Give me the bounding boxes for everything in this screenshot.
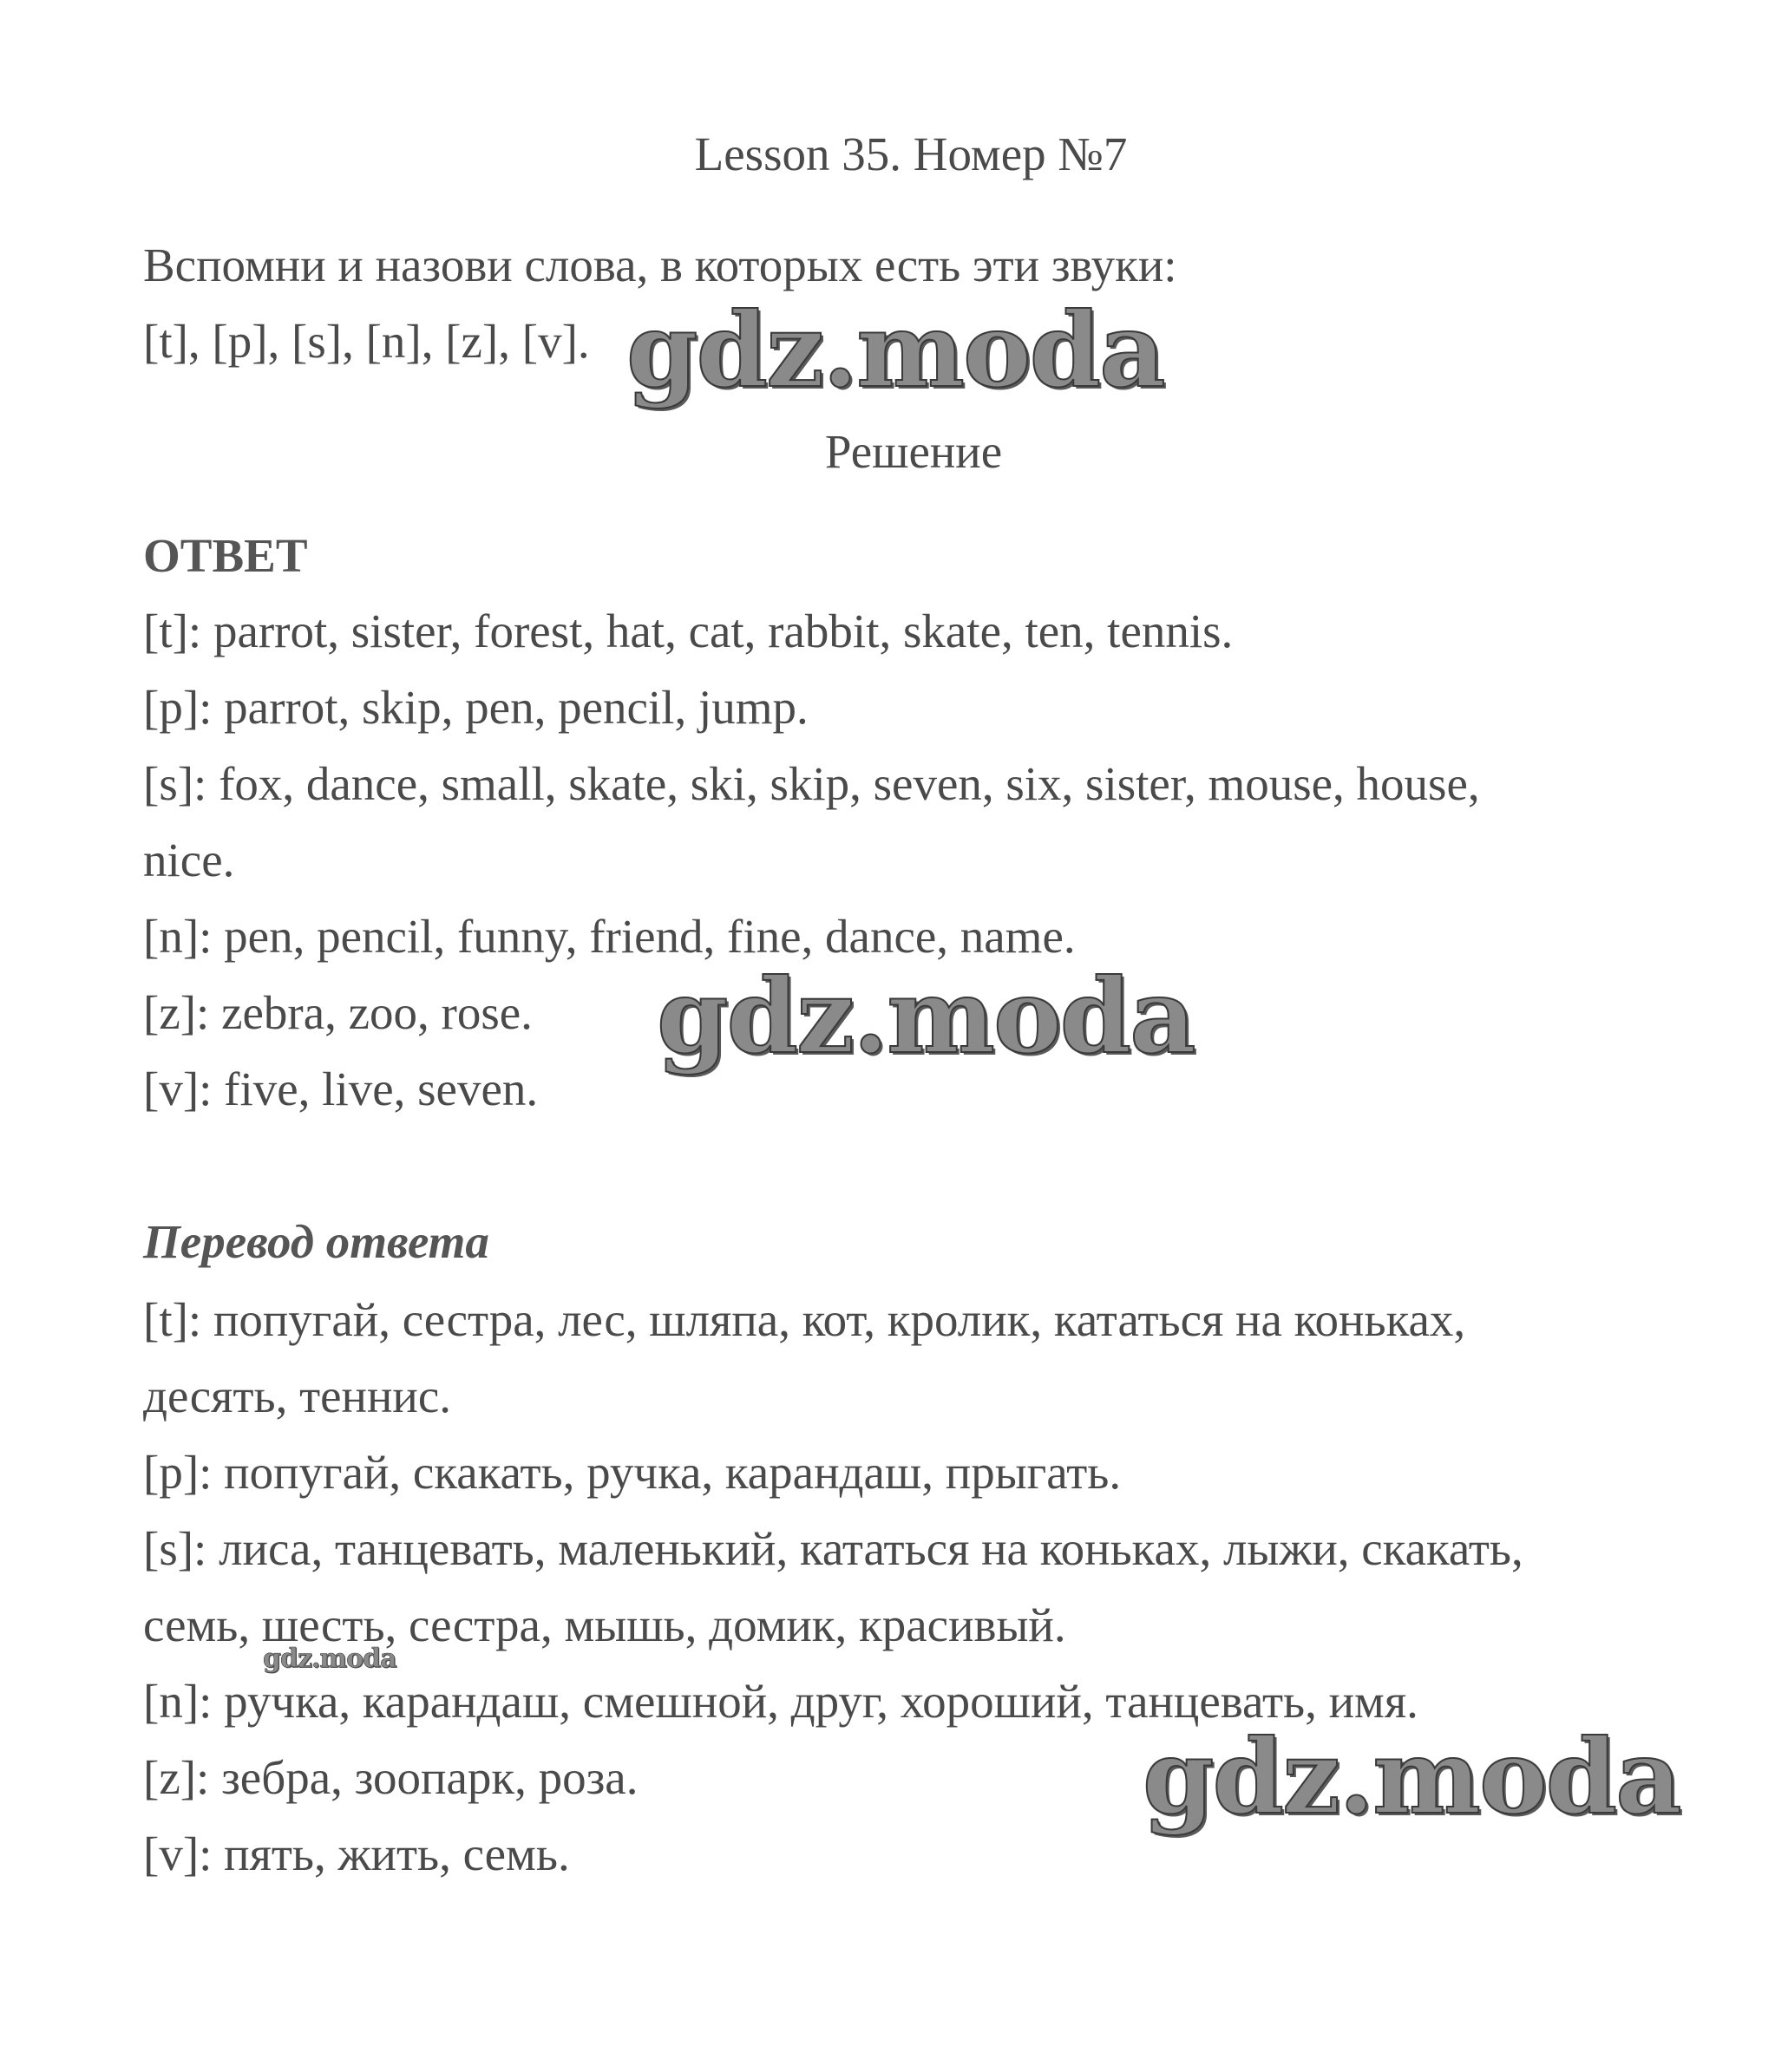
answer-line: [z]: zebra, zoo, rose.	[143, 986, 533, 1039]
answer-line: [p]: parrot, skip, pen, pencil, jump.	[143, 681, 809, 734]
translation-line: десять, теннис.	[143, 1369, 452, 1422]
translation-line: [v]: пять, жить, семь.	[143, 1827, 570, 1880]
answer-line: [t]: parrot, sister, forest, hat, cat, rabbit, skate, ten, tennis.	[143, 605, 1234, 657]
answer-heading: ОТВЕТ	[143, 529, 308, 582]
answer-line: [s]: fox, dance, small, skate, ski, skip, seven, six, sister, mouse, house,	[143, 757, 1480, 810]
task-sounds: [t], [p], [s], [n], [z], [v].	[143, 315, 590, 368]
watermark-logo: gdz.moda	[1143, 1716, 1680, 1837]
answer-line: [v]: five, live, seven.	[143, 1062, 539, 1115]
page-title: Lesson 35. Номер №7	[694, 127, 1128, 180]
task-instruction: Вспомни и назови слова, в которых есть эти звуки:	[143, 239, 1177, 291]
translation-heading: Перевод ответа	[143, 1215, 489, 1268]
watermark-logo: gdz.moda	[626, 290, 1164, 410]
translation-line: семь, шесть, сестра, мышь, домик, красивый.	[143, 1598, 1066, 1651]
watermark-logo: gdz.moda	[657, 956, 1195, 1076]
watermark-logo-small: gdz.moda	[263, 1644, 396, 1674]
translation-line: [n]: ручка, карандаш, смешной, друг, хороший, танцевать, имя.	[143, 1675, 1418, 1728]
answer-line: nice.	[143, 833, 235, 886]
solution-label: Решение	[824, 425, 1003, 478]
translation-line: [t]: попугай, сестра, лес, шляпа, кот, кролик, кататься на коньках,	[143, 1293, 1466, 1346]
translation-line: [z]: зебра, зоопарк, роза.	[143, 1751, 639, 1804]
translation-line: [p]: попугай, скакать, ручка, карандаш, прыгать.	[143, 1446, 1122, 1499]
answer-line: [n]: pen, pencil, funny, friend, fine, dance, name.	[143, 910, 1076, 963]
translation-line: [s]: лиса, танцевать, маленький, кататься на коньках, лыжи, скакать,	[143, 1522, 1523, 1575]
